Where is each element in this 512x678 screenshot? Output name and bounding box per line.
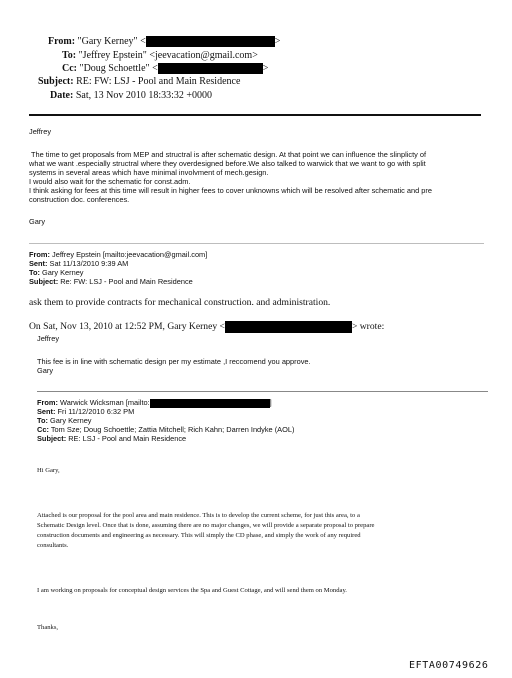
quoted-gary-body: This fee is in line with schematic design per my estimate ,I reccomend you approve. xyxy=(37,357,311,366)
gary-line-6: construction doc. conferences. xyxy=(29,195,130,204)
warwick-from-label: From: xyxy=(37,398,58,407)
gary-line-2: what we want .especially structral where they overdesigned before.We also talked to warwick that we want to go with split xyxy=(29,159,426,168)
quoted-gary-signoff: Gary xyxy=(37,366,54,375)
warwick-from-end: ] xyxy=(269,398,272,407)
header-subject-line xyxy=(38,75,240,88)
header-date-value: Sat, 13 Nov 2010 18:33:32 +0000 xyxy=(75,90,213,101)
epstein-to-label: To: xyxy=(29,268,40,277)
epstein-sent-value: Sat 11/13/2010 9:39 AM xyxy=(49,259,129,268)
gary-line-1: The time to get proposals from MEP and structral is after schematic design. At that point we can influence the slinplicty of xyxy=(31,150,427,159)
warwick-para1-line4: consultants. xyxy=(37,542,69,549)
header-to-label: To: xyxy=(62,50,77,61)
warwick-closing: Thanks, xyxy=(37,624,59,631)
gary-greeting: Jeffrey xyxy=(29,127,52,136)
warwick-para1-line3: construction documents and engineering as necessary. This will simply the CD phase, and simply the work of any required xyxy=(37,532,361,539)
epstein-from-label: From: xyxy=(29,250,50,259)
header-subject-value: RE: FW: LSJ - Pool and Main Residence xyxy=(76,76,241,87)
header-cc-end: > xyxy=(262,63,269,74)
warwick-sent-line xyxy=(37,407,134,416)
warwick-greeting: Hi Gary, xyxy=(37,467,60,474)
warwick-subject-line xyxy=(37,434,186,443)
header-to-line xyxy=(62,49,258,62)
quote-suffix: > wrote: xyxy=(351,321,385,333)
section-divider xyxy=(37,391,488,392)
gary-line-3: systems in several areas which have minimal involvment of mech.gesign. xyxy=(29,168,269,177)
header-subject-label: Subject: xyxy=(38,76,74,87)
quote-line xyxy=(29,321,384,333)
header-cc-line xyxy=(62,62,268,75)
quoted-gary-greeting: Jeffrey xyxy=(37,334,60,343)
epstein-sent-label: Sent: xyxy=(29,259,48,268)
header-divider xyxy=(29,114,481,116)
warwick-to-value: Gary Kerney xyxy=(50,416,92,425)
warwick-cc-label: Cc: xyxy=(37,425,49,434)
header-date-label: Date: xyxy=(50,90,74,101)
redaction-bar xyxy=(146,36,275,47)
redaction-bar xyxy=(225,321,352,333)
epstein-from-line xyxy=(29,250,207,259)
warwick-subject-label: Subject: xyxy=(37,434,67,443)
header-date-line xyxy=(50,89,212,102)
header-from-label: From: xyxy=(48,36,76,47)
header-to-value: "Jeffrey Epstein" <jeevacation@gmail.com> xyxy=(78,50,258,61)
gary-line-4: I would also wait for the schematic for const.adm. xyxy=(29,177,191,186)
epstein-subject-line xyxy=(29,277,193,286)
warwick-to-line xyxy=(37,416,92,425)
epstein-subject-value: Re: FW: LSJ - Pool and Main Residence xyxy=(60,277,193,286)
warwick-cc-value: Tom Sze; Doug Schoettle; Zattia Mitchell; Rich Kahn; Darren Indyke (AOL) xyxy=(50,425,295,434)
epstein-to-line xyxy=(29,268,84,277)
warwick-sent-label: Sent: xyxy=(37,407,56,416)
gary-signoff: Gary xyxy=(29,217,46,226)
quote-prefix: On Sat, Nov 13, 2010 at 12:52 PM, Gary Kerney < xyxy=(29,321,225,333)
header-cc-label: Cc: xyxy=(62,63,77,74)
header-from-end: > xyxy=(274,36,281,47)
warwick-from-value: Warwick Wicksman [mailto: xyxy=(60,398,150,407)
warwick-para1-line1: Attached is our proposal for the pool area and main residence. This is to develop the current scheme, for just this area, to a xyxy=(37,512,360,519)
header-cc-value: "Doug Schoettle" < xyxy=(79,63,158,74)
header-from-line xyxy=(48,35,280,48)
gary-line-5: I think asking for fees at this time will result in higher fees to cover unknowns which will be resolved after schematic and pre xyxy=(29,186,432,195)
epstein-body: ask them to provide contracts for mechanical construction. and administration. xyxy=(29,297,331,308)
redaction-bar xyxy=(158,63,263,74)
warwick-para2: I am working on proposals for conceptual design services the Spa and Guest Cottage, and will send them on Monday. xyxy=(37,587,347,594)
section-divider xyxy=(29,243,484,244)
warwick-to-label: To: xyxy=(37,416,48,425)
bates-number: EFTA00749626 xyxy=(409,660,489,671)
warwick-cc-line xyxy=(37,425,294,434)
redaction-bar xyxy=(150,399,270,408)
warwick-sent-value: Fri 11/12/2010 6:32 PM xyxy=(57,407,135,416)
header-from-value: "Gary Kerney" < xyxy=(77,36,146,47)
warwick-para1-line2: Schematic Design level. Once that is done, assuming there are no major changes, we will provide a separate proposal to prepare xyxy=(37,522,375,529)
warwick-subject-value: RE: LSJ - Pool and Main Residence xyxy=(68,434,187,443)
epstein-sent-line xyxy=(29,259,128,268)
epstein-to-value: Gary Kerney xyxy=(42,268,84,277)
epstein-subject-label: Subject: xyxy=(29,277,59,286)
epstein-from-value: Jeffrey Epstein [mailto:jeevacation@gmail.com] xyxy=(52,250,208,259)
